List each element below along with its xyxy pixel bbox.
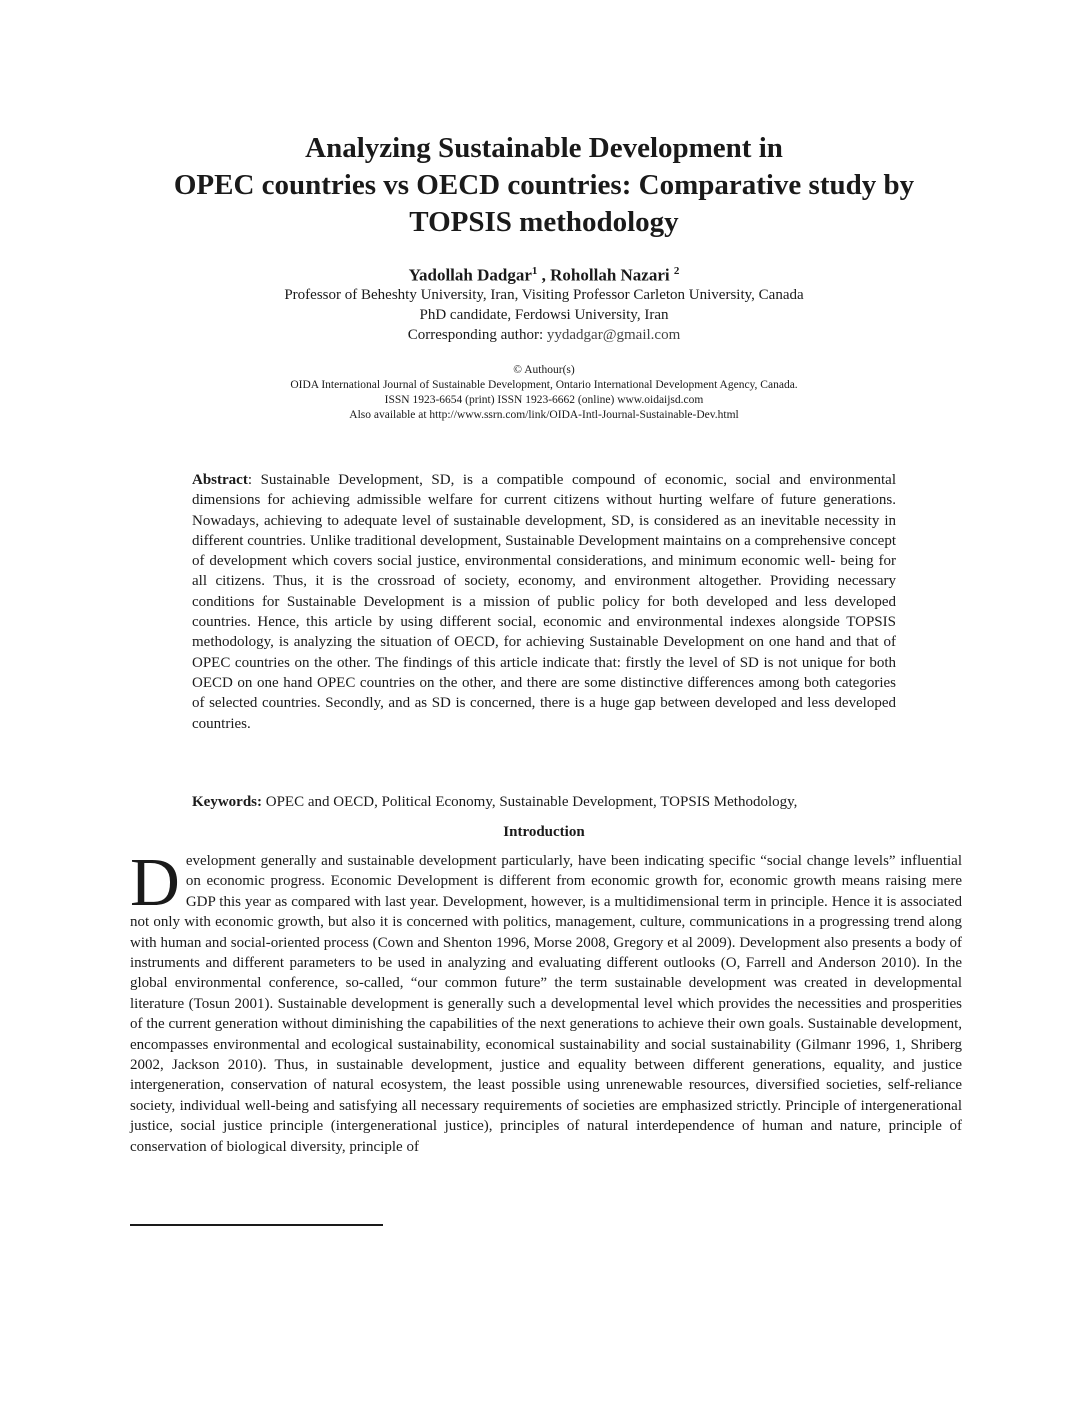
corresponding-label: Corresponding author: [407,327,547,343]
keywords-label: Keywords: [192,794,262,810]
introduction-heading: Introduction [503,824,585,840]
keywords [192,792,932,812]
author-2: Rohollah Nazari [550,265,670,285]
affiliations [100,285,988,345]
abstract-label: Abstract [192,472,248,488]
author-list [100,260,988,287]
keywords-text: OPEC and OECD, Political Economy, Sustainable Development, TOPSIS Methodology, [262,794,798,810]
author-separator: , [537,265,551,285]
journal-name: OIDA International Journal of Sustainable Development, Ontario International Development Agency, Canada. [290,379,798,391]
introduction-text: evelopment generally and sustainable development particularly, have been indicating specific “social change levels” influential on economic progress. Economic Development is different from economic growth for, economic growth means raising mere GDP this year as compared with last year. Development, however, is a multidimensional term in principle. Hence it is associated not only with economic growth, but also it is concerned with politics, management, culture, communications in a progressing trend along with human and social-oriented process (Cown and Shenton 1996, Morse 2008, Gregory et al 2009). Development also presents a body of instruments and different parameters to be used in analyzing and evaluating different outlooks (O, Farrell and Anderson 2010). In the global environmental conference, so-called, “our common future” the term sustainable development was created in developmental literature (Tosun 2001). Sustainable development is generally such a developmental level which provides the necessities and prosperities of the current generation without diminishing the capabilities of the next generations to achieve their own goals. Sustainable development, encompasses environmental and ecological sustainability, economical sustainability and social sustainability (Gilmanr 1996, 1, Shriberg 2002, Jackson 2010). Thus, in sustainable development, justice and equality between different generations, equality, and justice intergeneration, conservation of natural ecosystem, the least possible using unrenewable resources, diversified societies, self-reliance society, individual well-being and satisfying all necessary requirements of societies are emphasized strictly. Principle of intergenerational justice, social justice principle (intergenerational justice), principles of natural interdependence of human and nature, principle of conservation of biological diversity, principle of [130,853,962,1155]
title-line-2: OPEC countries vs OECD countries: Comparative study by [173,169,915,201]
paper-title [100,130,988,241]
issn-line: ISSN 1923-6654 (print) ISSN 1923-6662 (online) www.oidaijsd.com [384,394,704,406]
affiliation-2: PhD candidate, Ferdowsi University, Iran [419,307,669,323]
introduction-body [130,844,962,1157]
author-1: Yadollah Dadgar [408,265,532,285]
title-line-3: TOPSIS methodology [409,206,679,238]
journal-info [100,363,988,423]
corresponding-email-link[interactable]: yydadgar@gmail.com [546,327,681,343]
abstract [192,470,896,734]
footnote-separator [130,1224,383,1226]
author-2-affiliation-mark: 2 [673,265,680,277]
copyright-line: © Authour(s) [513,364,575,376]
corresponding-author [100,325,988,345]
abstract-text: : Sustainable Development, SD, is a compatible compound of economic, social and environmental dimensions for achieving admissible welfare for current citizens without hurting welfare of future generations. Nowadays, achieving to adequate level of sustainable development, SD, is considered as an inevitable necessity in different countries. Unlike traditional development, Sustainable Development maintains on a comprehensive concept of development which covers social justice, environmental considerations, and minimum economic well- being for all citizens. Thus, it is the crossroad of society, economy, and environment altogether. Providing necessary conditions for Sustainable Development is a mission of public policy for both developed and less developed countries. Hence, this article by using different social, economic and environmental indexes alongside TOPSIS methodology, is analyzing the situation of OECD, for achieving Sustainable Development on one hand and that of OPEC countries on the other. The findings of this article indicate that: firstly the level of SD is not unique for both OECD on one hand OPEC countries on the other, and there are some distinctive differences among both categories of selected countries. Secondly, and as SD is concerned, there is a huge gap between developed and less developed countries. [192,472,896,732]
title-line-1: Analyzing Sustainable Development in [305,132,783,164]
ssrn-availability: Also available at http://www.ssrn.com/link/OIDA-Intl-Journal-Sustainable-Dev.html [349,409,739,421]
author-1-affiliation-mark: 1 [531,265,538,277]
drop-cap: D [130,844,180,920]
affiliation-1: Professor of Beheshty University, Iran, Visiting Professor Carleton University, Canada [284,287,804,303]
